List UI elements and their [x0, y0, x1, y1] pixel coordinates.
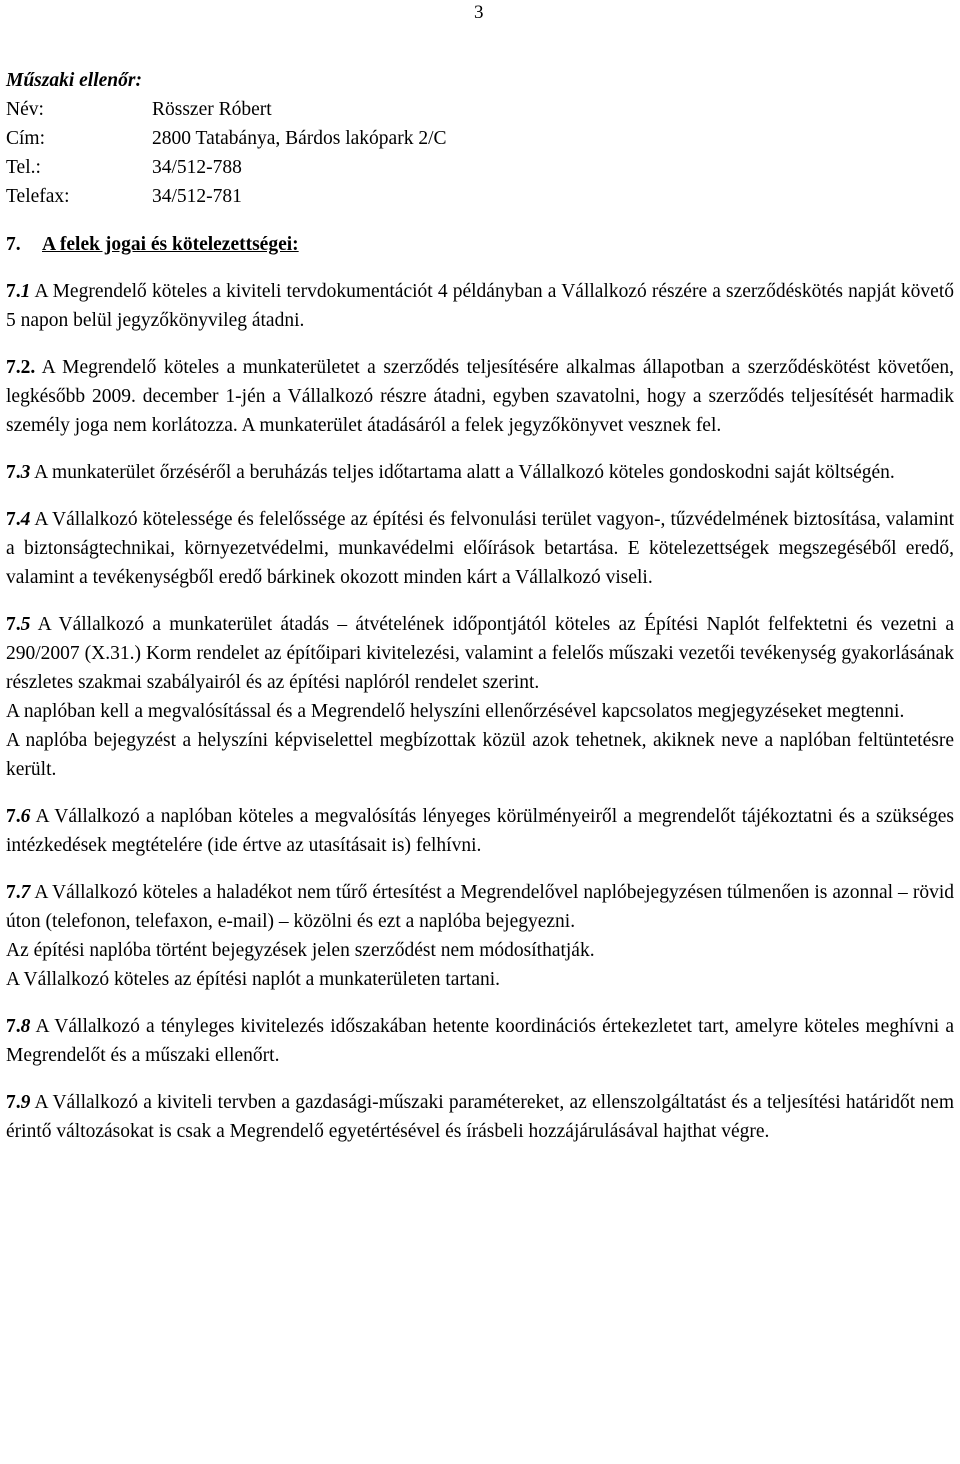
paragraph-number-sub: 9 — [20, 1092, 31, 1113]
contact-label: Telefax: — [6, 186, 70, 207]
section-heading — [6, 230, 954, 259]
paragraph-7-7 — [6, 878, 954, 936]
paragraph-number — [6, 614, 30, 635]
contact-value: Rösszer Róbert — [152, 99, 272, 120]
paragraph-number-main: 7. — [6, 281, 21, 302]
paragraph-number-sub: 4 — [20, 509, 31, 530]
contact-label: Cím: — [6, 128, 46, 149]
paragraph-7-5-continued: A naplóba bejegyzést a helyszíni képviselettel megbízottak közül azok tehetnek, akiknek neve a naplóban feltüntetésre került. — [6, 730, 954, 780]
paragraph-7-6 — [6, 802, 954, 860]
paragraph-number — [6, 806, 30, 827]
contact-row-name — [6, 95, 954, 124]
paragraph-7-5-continued: A naplóban kell a megvalósítással és a Megrendelő helyszíni ellenőrzésével kapcsolatos megjegyzéseket megtenni. — [6, 701, 905, 722]
paragraph-number-main: 7. — [6, 1016, 21, 1037]
contact-row-phone — [6, 153, 954, 182]
contact-label: Név: — [6, 99, 44, 120]
section-title: A felek jogai és kötelezettségei: — [42, 234, 299, 255]
paragraph-number-main: 7. — [6, 882, 21, 903]
paragraph-number — [6, 462, 30, 483]
paragraph-7-1 — [6, 277, 954, 335]
paragraph-number-sub: 5 — [20, 614, 31, 635]
paragraph-number-main: 7. — [6, 806, 21, 827]
paragraph-text: A Vállalkozó a naplóban köteles a megvalósítás lényeges körülményeiről a megrendelőt tájékoztatni és a szükséges intézkedések megtételére (ide értve az utasításait is) felhívni. — [6, 806, 954, 856]
paragraph-number-main: 7. — [6, 614, 21, 635]
paragraph-number-sub: 1 — [20, 281, 31, 302]
paragraph-text: A Vállalkozó a kiviteli tervben a gazdasági-műszaki paramétereket, az ellenszolgáltatást és a teljesítési határidőt nem érintő változásokat is csak a Megrendelő egyetértésével és írásbeli hozzájárulásával hajthat végre. — [6, 1092, 954, 1142]
paragraph-number — [6, 509, 30, 530]
paragraph-text: A Megrendelő köteles a munkaterületet a szerződés teljesítésére alkalmas állapotban a szerződéskötést követően, legkésőbb 2009. december 1-jén a Vállalkozó részre átadni, egyben szavatolni, hogy a szerződés teljesítését harmadik személy joga nem korlátozza. A munkaterület átadásáról a felek jegyzőkönyvet vesznek fel. — [6, 357, 954, 436]
paragraph-text: A Vállalkozó kötelessége és felelőssége az építési és felvonulási terület vagyon-, tűzvédelmének biztosítása, valamint a biztonságtechnikai, környezetvédelmi, munkavédelmi előírások betartása. E kötelezettségek megszegéséből eredő, valamint a tevékenységből eredő bárkinek okozott minden kárt a Vállalkozó viseli. — [6, 509, 954, 588]
paragraph-number-main: 7.2. — [6, 357, 36, 378]
paragraph-number-main: 7. — [6, 462, 21, 483]
paragraph-text: A Megrendelő köteles a kiviteli tervdokumentációt 4 példányban a Vállalkozó részére a szerződéskötés napját követő 5 napon belül jegyzőkönyvileg átadni. — [6, 281, 954, 331]
paragraph-number-sub: 6 — [20, 806, 31, 827]
contact-value: 34/512-788 — [152, 157, 242, 178]
paragraph-number — [6, 357, 35, 378]
contact-value: 2800 Tatabánya, Bárdos lakópark 2/C — [152, 128, 447, 149]
paragraph-7-9 — [6, 1088, 954, 1146]
paragraph-7-7-continued: A Vállalkozó köteles az építési naplót a munkaterületen tartani. — [6, 969, 501, 990]
paragraph-text: A Vállalkozó a munkaterület átadás – átvételének időpontjától köteles az Építési Naplót felfektetni és vezetni a 290/2007 (X.31.) Korm rendelet az építőipari kivitelezési, valamint a felelős műszaki vezetői tevékenység gyakorlásának részletes szakmai szabályairól és az építési naplóról rendelet szerint. — [6, 614, 954, 693]
paragraph-7-5 — [6, 610, 954, 697]
contact-row-address — [6, 124, 954, 153]
paragraph-number — [6, 1092, 30, 1113]
paragraph-7-8 — [6, 1012, 954, 1070]
paragraph-text: A Vállalkozó a tényleges kivitelezés időszakában hetente koordinációs értekezletet tart, amelyre köteles meghívni a Megrendelőt és a műszaki ellenőrt. — [6, 1016, 954, 1066]
paragraph-7-7-continued: Az építési naplóba történt bejegyzések jelen szerződést nem módosíthatják. — [6, 940, 595, 961]
paragraph-text: A munkaterület őrzéséről a beruházás teljes időtartama alatt a Vállalkozó köteles gondoskodni saját költségén. — [30, 462, 895, 483]
page-number: 3 — [474, 2, 484, 23]
paragraph-7-3 — [6, 458, 954, 487]
paragraph-7-4 — [6, 505, 954, 592]
paragraph-7-2 — [6, 353, 954, 440]
contact-row-fax — [6, 182, 954, 211]
paragraph-number-main: 7. — [6, 509, 21, 530]
inspector-contact-block — [6, 95, 954, 211]
document-body — [6, 66, 954, 1146]
section-number: 7. — [6, 234, 21, 255]
paragraph-number-sub: 3 — [20, 462, 31, 483]
contact-value: 34/512-781 — [152, 186, 242, 207]
paragraph-number — [6, 1016, 30, 1037]
paragraph-number — [6, 281, 30, 302]
inspector-heading: Műszaki ellenőr: — [6, 70, 142, 91]
paragraph-number-main: 7. — [6, 1092, 21, 1113]
paragraph-number — [6, 882, 30, 903]
contact-label: Tel.: — [6, 157, 41, 178]
paragraph-number-sub: 7 — [20, 882, 31, 903]
paragraph-number-sub: 8 — [20, 1016, 31, 1037]
paragraph-text: A Vállalkozó köteles a haladékot nem tűrő értesítést a Megrendelővel naplóbejegyzésen túlmenően is azonnal – rövid úton (telefonon, telefaxon, e-mail) – közölni és ezt a naplóba bejegyezni. — [6, 882, 954, 932]
